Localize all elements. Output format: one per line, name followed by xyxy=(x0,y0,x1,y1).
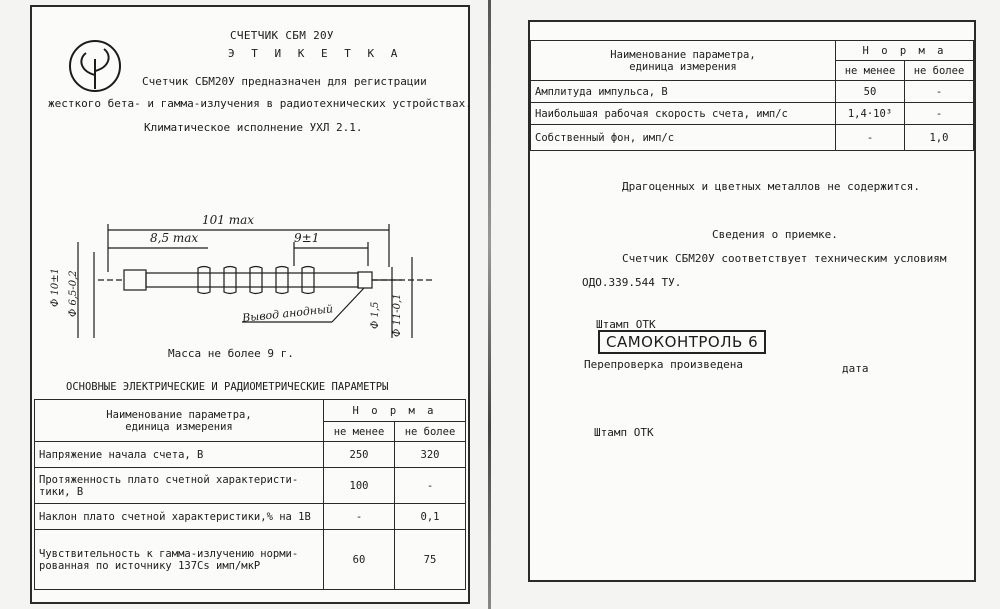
table-row-max: - xyxy=(395,468,466,504)
mass-line: Масса не более 9 г. xyxy=(168,347,294,360)
dim-d6-5: Ф 6,5-0,2 xyxy=(68,270,79,317)
recheck-line: Перепроверка произведена xyxy=(584,358,743,371)
table-header-param: Наименование параметра, единица измерения xyxy=(35,400,324,442)
section-title: ОСНОВНЫЕ ЭЛЕКТРИЧЕСКИЕ И РАДИОМЕТРИЧЕСКИЕ ПАРАМЕТРЫ xyxy=(66,381,389,393)
table-header-max: не более xyxy=(395,422,466,442)
parameters-table-left xyxy=(34,399,466,590)
table-row-name: Чувствительность к гамма-излучению норми- рованная по источнику 137Cs имп/мкР xyxy=(35,530,324,590)
table-header-min: не менее xyxy=(324,422,395,442)
table-row-name: Наибольшая рабочая скорость счета, имп/с xyxy=(531,103,836,125)
table-row-min: - xyxy=(324,504,395,530)
table-row-name: Напряжение начала счета, В xyxy=(35,442,324,468)
dim-d1-5: Ф 1,5 xyxy=(370,301,381,329)
table-row-max: - xyxy=(905,103,974,125)
dim-d10: Ф 10±1 xyxy=(50,268,61,307)
table-row-min: 100 xyxy=(324,468,395,504)
table-row-name: Наклон плато счетной характеристики,% на 1В xyxy=(35,504,324,530)
table-row-max: 320 xyxy=(395,442,466,468)
table-header-norma: Н о р м а xyxy=(836,41,974,61)
table-row-min: 1,4·10³ xyxy=(836,103,905,125)
page-fold xyxy=(488,0,491,609)
table-row-max: - xyxy=(905,81,974,103)
stamp-otk-label-2: Штамп ОТК xyxy=(594,426,654,439)
table-header-param: Наименование параметра, единица измерения xyxy=(531,41,836,81)
date-label: дата xyxy=(842,362,869,375)
dim-8-5: 8,5 max xyxy=(150,231,199,245)
dim-d11: Ф 11-0,1 xyxy=(392,293,403,337)
table-row-min: 250 xyxy=(324,442,395,468)
table-row-min: 60 xyxy=(324,530,395,590)
table-row-min: 50 xyxy=(836,81,905,103)
label-sheet-right xyxy=(528,20,976,582)
table-row-name: Собственный фон, имп/с xyxy=(531,125,836,151)
acceptance-title: Сведения о приемке. xyxy=(712,228,838,241)
stamp-otk-label: Штамп ОТК xyxy=(596,318,656,331)
dim-length: 101 max xyxy=(202,213,255,227)
table-header-min: не менее xyxy=(836,61,905,81)
acceptance-line-2: ОДО.339.544 ТУ. xyxy=(582,276,682,289)
climate-line: Климатическое исполнение УХЛ 2.1. xyxy=(144,121,363,134)
table-row-max: 1,0 xyxy=(905,125,974,151)
label-title: Э Т И К Е Т К А xyxy=(228,47,403,60)
metals-line: Драгоценных и цветных металлов не содержится. xyxy=(622,180,921,193)
table-row-name: Амплитуда импульса, В xyxy=(531,81,836,103)
self-control-stamp: САМОКОНТРОЛЬ 6 xyxy=(598,330,766,354)
table-header-max: не более xyxy=(905,61,974,81)
purpose-line-1: Счетчик СБМ20У предназначен для регистрации xyxy=(142,75,427,88)
table-row-max: 75 xyxy=(395,530,466,590)
acceptance-line-1: Счетчик СБМ20У соответствует техническим условиям xyxy=(622,252,947,265)
table-row-name: Протяженность плато счетной характеристи- тики, В xyxy=(35,468,324,504)
dim-9: 9±1 xyxy=(294,231,320,245)
table-row-min: - xyxy=(836,125,905,151)
label-sheet-left xyxy=(30,5,470,604)
anode-label: Вывод анодный xyxy=(241,302,334,325)
purpose-line-2: жесткого бета- и гамма-излучения в радиотехнических устройствах. xyxy=(48,97,472,110)
table-header-norma: Н о р м а xyxy=(324,400,466,422)
manufacturer-logo-icon xyxy=(66,37,124,95)
parameters-table-right xyxy=(530,40,974,151)
header-title: СЧЕТЧИК СБМ 20У xyxy=(230,29,334,42)
table-row-max: 0,1 xyxy=(395,504,466,530)
